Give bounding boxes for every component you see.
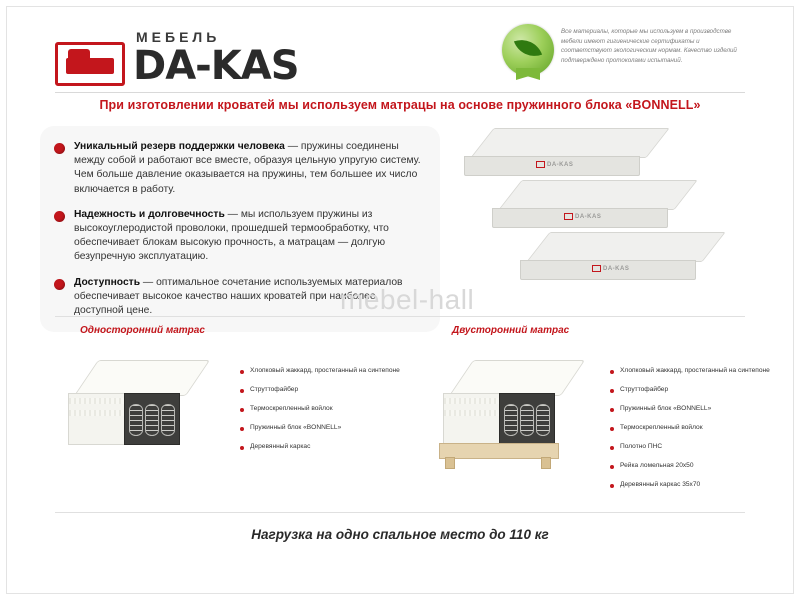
callout-item — [610, 438, 800, 457]
callout-item — [240, 381, 430, 400]
brand-title: DA-KAS — [133, 43, 299, 89]
callout-item — [240, 438, 430, 457]
callout-text: Деревянный каркас — [250, 443, 311, 451]
frame-leg — [541, 457, 551, 469]
section-label-single-sided: Односторонний матрас — [80, 325, 205, 336]
callout-item — [610, 362, 800, 381]
callout-item — [240, 400, 430, 419]
callout-item — [240, 419, 430, 438]
bullet-icon — [54, 279, 65, 290]
mattress-stack-image — [452, 118, 782, 308]
spring-block-cutaway — [499, 393, 555, 445]
footer-divider — [55, 512, 745, 513]
callout-text: Термоскрепленный войлок — [620, 424, 703, 432]
mattress-slab — [538, 232, 714, 284]
spring-block-cutaway — [124, 393, 180, 445]
callout-text: Полотно ПНС — [620, 443, 663, 451]
callout-text: Струттофайбер — [620, 386, 669, 394]
feature-item — [54, 208, 424, 265]
callout-list-double-sided — [610, 362, 800, 495]
title-divider — [55, 92, 745, 93]
header — [0, 18, 800, 90]
feature-body: — пружины соединены между собой и работают все вместе, образуя цельную упругую систему. Чем больше давление оказывается на пружины, тем большее их число включается в работу. — [74, 141, 421, 195]
callout-text: Хлопковый жаккард, простеганный на синтепоне — [620, 367, 770, 375]
callout-item — [610, 476, 800, 495]
slab-brand-label: DA-KAS — [536, 161, 573, 168]
section-divider — [55, 316, 745, 317]
callout-text: Пружинный блок «BONNELL» — [620, 405, 712, 413]
callout-item — [240, 362, 430, 381]
page-title: При изготовлении кроватей мы используем матрацы на основе пружинного блока «BONNELL» — [99, 98, 701, 112]
callout-text: Рейка ломельная 20х50 — [620, 462, 694, 470]
slab-brand-label: DA-KAS — [592, 265, 629, 272]
bullet-icon — [54, 143, 65, 154]
brand-wordmark — [133, 29, 299, 89]
mattress-slab — [510, 180, 686, 232]
page-title-bar — [0, 96, 800, 114]
brand-logo — [55, 29, 299, 89]
callout-item — [610, 419, 800, 438]
diagram-single-sided — [60, 350, 415, 500]
bed-logo-icon — [55, 42, 125, 86]
mattress-cutaway-image — [68, 360, 218, 475]
frame-leg — [445, 457, 455, 469]
feature-item — [54, 140, 424, 197]
callout-text: Деревянный каркас 35х70 — [620, 481, 701, 489]
feature-heading: Надежность и долговечность — [74, 208, 225, 220]
feature-heading: Уникальный резерв поддержки человека — [74, 141, 285, 152]
slab-brand-label: DA-KAS — [564, 213, 601, 220]
feature-body: — мы используем пружины из высокоуглеродистой проволоки, прошедшей термообработку, что обеспечивает блокам высокую прочность, а матрацам — долгую безупречную эксплуатацию. — [74, 208, 389, 263]
mattress-slab — [482, 128, 658, 180]
callout-text: Струттофайбер — [250, 386, 299, 394]
callout-item — [610, 457, 800, 476]
callout-item — [610, 400, 800, 419]
footer-load-note: Нагрузка на одно спальное место до 110 кг — [251, 527, 549, 542]
bullet-icon — [54, 211, 65, 222]
diagram-double-sided — [435, 350, 785, 500]
feature-text — [74, 208, 424, 265]
feature-body: — оптимальное сочетание используемых материалов обеспечивает высокое качество наших кроватей при наиболее доступной цене. — [74, 276, 403, 317]
callout-text: Хлопковый жаккард, простеганный на синтепоне — [250, 367, 400, 375]
callout-list-single-sided — [240, 362, 430, 457]
callout-text: Пружинный блок «BONNELL» — [250, 424, 342, 432]
brand-subtitle: МЕБЕЛЬ — [136, 29, 221, 45]
section-label-double-sided: Двусторонний матрас — [452, 325, 570, 336]
eco-leaf-badge-icon — [502, 24, 554, 76]
feature-heading: Доступность — [74, 276, 141, 288]
callout-item — [610, 381, 800, 400]
callout-text: Термоскрепленный войлок — [250, 405, 333, 413]
certificate-block — [502, 24, 752, 76]
feature-text — [74, 140, 424, 197]
watermark: mebel-hall — [340, 284, 475, 315]
certificate-text: Все материалы, которые мы используем в производстве мебели имеют гигиенические сертификаты и соответствуют экологическим нормам. Качество изделий подтверждено протоколами испытаний. — [561, 28, 737, 64]
mattress-cutaway-image — [443, 360, 593, 475]
